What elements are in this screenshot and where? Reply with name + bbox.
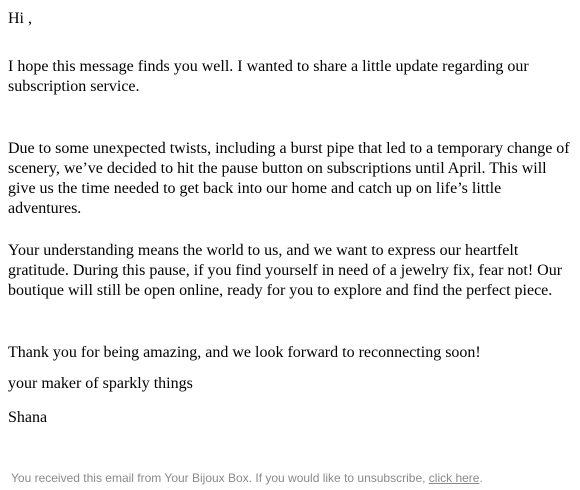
footer-text: You received this email from Your Bijoux Box. If you would like to unsubscribe, (11, 471, 429, 485)
paragraph-intro: I hope this message finds you well. I wanted to share a little update regarding our subscription service. (8, 58, 529, 95)
closing-line: your maker of sparkly things (8, 375, 193, 392)
signature: Shana (8, 409, 48, 426)
thanks-line: Thank you for being amazing, and we look forward to reconnecting soon! (8, 344, 481, 361)
paragraph-pause-notice: Due to some unexpected twists, including a burst pipe that led to a temporary change of scenery, we’ve decided to hit the pause button on subscriptions until April. This will give us the time needed to get back into our home and catch up on life’s little adventures. (8, 140, 570, 217)
paragraph-gratitude: Your understanding means the world to us, and we want to express our heartfelt gratitude. During this pause, if you find yourself in need of a jewelry fix, fear not! Our boutique will still be open online, ready for you to explore and find the perfect piece. (8, 242, 563, 299)
greeting: Hi , (8, 10, 32, 27)
email-footer (11, 471, 571, 485)
footer-period: . (479, 471, 483, 485)
unsubscribe-link[interactable]: click here (428, 471, 480, 485)
